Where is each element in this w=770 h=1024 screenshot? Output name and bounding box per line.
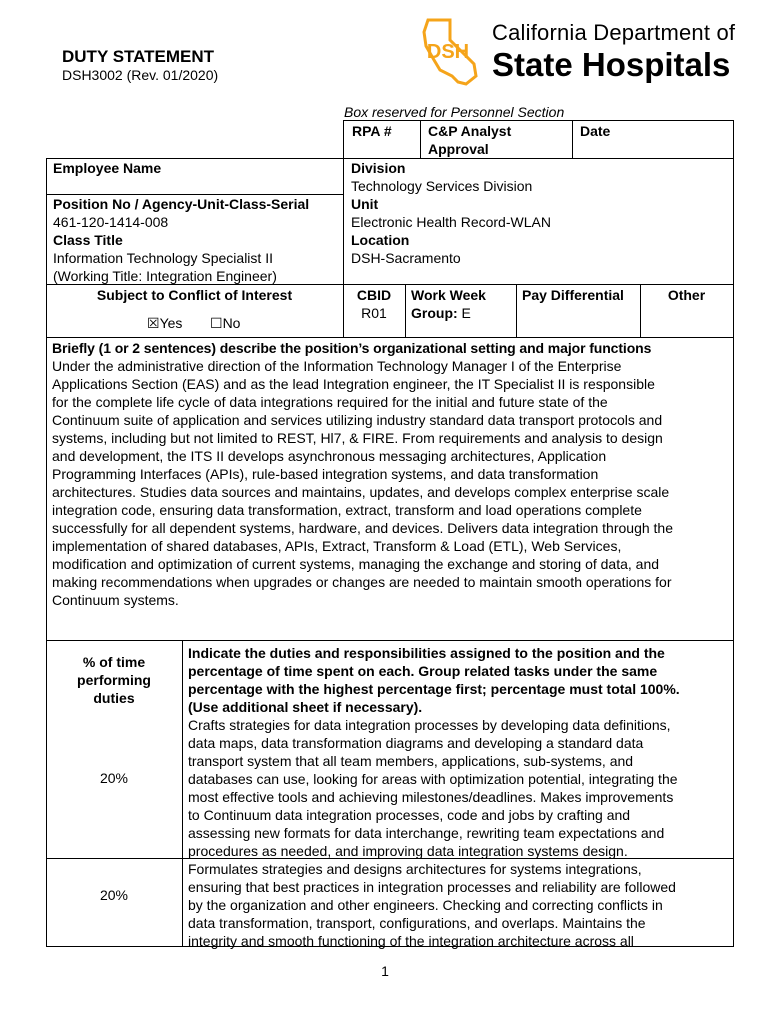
duties-header-line: Indicate the duties and responsibilities assigned to the position and the bbox=[188, 645, 665, 661]
duty-line: data maps, data transformation diagrams and developing a standard data bbox=[188, 735, 644, 751]
duty-line: procedures as needed, and improving data integration systems design. bbox=[188, 843, 628, 859]
conflict-label: Subject to Conflict of Interest bbox=[96, 287, 293, 303]
form-number: DSH3002 (Rev. 01/2020) bbox=[62, 67, 219, 83]
dsh-logo bbox=[418, 16, 736, 88]
pay-differential-label: Pay Differential bbox=[522, 287, 624, 303]
summary-heading: Briefly (1 or 2 sentences) describe the position’s organizational setting and major functions bbox=[52, 340, 652, 356]
employee-name-label: Employee Name bbox=[53, 160, 162, 176]
duty-line: most effective tools and achieving milestones/deadlines. Makes improvements bbox=[188, 789, 674, 805]
cp-approval-label: Approval bbox=[428, 141, 489, 157]
duty-line: databases can use, looking for areas with optimization potential, integrating the bbox=[188, 771, 678, 787]
california-state-icon bbox=[418, 16, 490, 88]
cbid-value: R01 bbox=[361, 305, 387, 321]
cbid-label: CBID bbox=[356, 287, 392, 303]
logo-line-2: State Hospitals bbox=[492, 46, 731, 83]
summary-line: architectures. Studies data sources and maintains, updates, and develops complex enterprise scale bbox=[52, 484, 670, 500]
work-week-label: Work Week bbox=[411, 287, 486, 303]
summary-line: for the complete life cycle of data integrations required for the initial and future state of the bbox=[52, 394, 608, 410]
logo-abbreviation: DSH bbox=[426, 41, 470, 63]
summary-line: Continuum systems. bbox=[52, 592, 179, 608]
duties-header-line: (Use additional sheet if necessary). bbox=[188, 699, 423, 715]
conflict-yes-option[interactable] bbox=[147, 314, 182, 332]
division-label: Division bbox=[351, 160, 406, 176]
duties-header bbox=[188, 644, 680, 716]
duty-percent: 20% bbox=[99, 770, 129, 786]
rule bbox=[46, 337, 734, 338]
group-label: Group: bbox=[411, 305, 458, 321]
duty-line: to Continuum data integration processes, code and jobs by crafting and bbox=[188, 807, 631, 823]
other-label: Other bbox=[667, 287, 706, 303]
summary-line: Continuum suite of application and services utilizing industry standard data transport protocols and bbox=[52, 412, 663, 428]
rule bbox=[182, 640, 183, 946]
unit-value: Electronic Health Record-WLAN bbox=[351, 214, 551, 230]
summary-line: systems, including but not limited to REST, Hl7, & FIRE. From requirements and analysis to design bbox=[52, 430, 663, 446]
yes-label: Yes bbox=[159, 315, 183, 331]
personnel-box-caption: Box reserved for Personnel Section bbox=[344, 104, 565, 120]
rule bbox=[343, 120, 734, 121]
rule bbox=[420, 120, 421, 158]
class-title-label: Class Title bbox=[53, 232, 123, 248]
summary-line: successfully for all dependent systems, hardware, and devices. Delivers data integration through the bbox=[52, 520, 674, 536]
duty-line: Formulates strategies and designs architectures for systems integrations, bbox=[188, 861, 642, 877]
summary-text bbox=[52, 357, 673, 609]
checkbox-unchecked-icon: ☐ bbox=[210, 315, 223, 331]
page-number: 1 bbox=[381, 963, 389, 979]
position-value: 461-120-1414-008 bbox=[53, 214, 169, 230]
summary-line: making recommendations when upgrades or changes are needed to maintain smooth operations for bbox=[52, 574, 672, 590]
work-week-group bbox=[411, 304, 471, 322]
rpa-label: RPA # bbox=[352, 123, 392, 139]
duty-percent: 20% bbox=[99, 887, 129, 903]
duty-line: by the organization and other engineers. Checking and correcting conflicts in bbox=[188, 897, 663, 913]
class-title-value: Information Technology Specialist II bbox=[53, 250, 273, 266]
duty-description bbox=[188, 716, 678, 860]
percent-header-line: performing bbox=[77, 672, 151, 688]
group-value: E bbox=[457, 305, 471, 321]
summary-line: modification and optimization of current systems, managing the exchange and storing of data, and bbox=[52, 556, 660, 572]
working-title: (Working Title: Integration Engineer) bbox=[53, 268, 277, 284]
rule bbox=[572, 120, 573, 158]
duty-line: data transformation, transport, configurations, and overlaps. Maintains the bbox=[188, 915, 646, 931]
rule bbox=[733, 120, 734, 946]
document-title: DUTY STATEMENT bbox=[62, 47, 215, 66]
no-label: No bbox=[222, 315, 241, 331]
duty-line: integrity and smooth functioning of the integration architecture across all bbox=[188, 933, 634, 949]
percent-header bbox=[46, 653, 182, 707]
division-value: Technology Services Division bbox=[351, 178, 533, 194]
conflict-no-option[interactable] bbox=[210, 314, 240, 332]
summary-line: Applications Section (EAS) and as the lead Integration engineer, the IT Specialist II is responsible bbox=[52, 376, 655, 392]
summary-line: and development, the ITS II develops asynchronous messaging architectures, Application bbox=[52, 448, 607, 464]
checkbox-checked-icon: ☒ bbox=[147, 315, 160, 331]
location-label: Location bbox=[351, 232, 410, 248]
duties-header-line: percentage with the highest percentage first; percentage must total 100%. bbox=[188, 681, 680, 697]
duty-line: transport system that all team members, applications, sub-systems, and bbox=[188, 753, 634, 769]
summary-line: integration code, ensuring data transformation, extract, transform and load operations complete bbox=[52, 502, 642, 518]
percent-header-line: % of time bbox=[82, 654, 146, 670]
percent-header-line: duties bbox=[93, 690, 135, 706]
date-label: Date bbox=[580, 123, 611, 139]
duty-line: Crafts strategies for data integration processes by developing data definitions, bbox=[188, 717, 671, 733]
rule bbox=[46, 158, 47, 946]
rule bbox=[405, 284, 406, 337]
rule bbox=[46, 640, 734, 641]
summary-line: Programming Interfaces (APIs), rule-based integration systems, and data transformation bbox=[52, 466, 599, 482]
duty-description bbox=[188, 860, 676, 950]
duties-header-line: percentage of time spent on each. Group related tasks under the same bbox=[188, 663, 658, 679]
cp-analyst-label: C&P Analyst bbox=[428, 123, 512, 139]
summary-line: Under the administrative direction of the Information Technology Manager I of the Enterprise bbox=[52, 358, 622, 374]
duty-line: ensuring that best practices in integration processes and reliability are followed bbox=[188, 879, 676, 895]
position-label: Position No / Agency-Unit-Class-Serial bbox=[53, 196, 310, 212]
logo-line-1: California Department of bbox=[492, 20, 736, 45]
location-value: DSH-Sacramento bbox=[351, 250, 461, 266]
summary-line: implementation of shared databases, APIs, Extract, Transform & Load (ETL), Web Services, bbox=[52, 538, 622, 554]
rule bbox=[516, 284, 517, 337]
duty-line: assessing new formats for data interchange, rewriting team expectations and bbox=[188, 825, 665, 841]
unit-label: Unit bbox=[351, 196, 379, 212]
